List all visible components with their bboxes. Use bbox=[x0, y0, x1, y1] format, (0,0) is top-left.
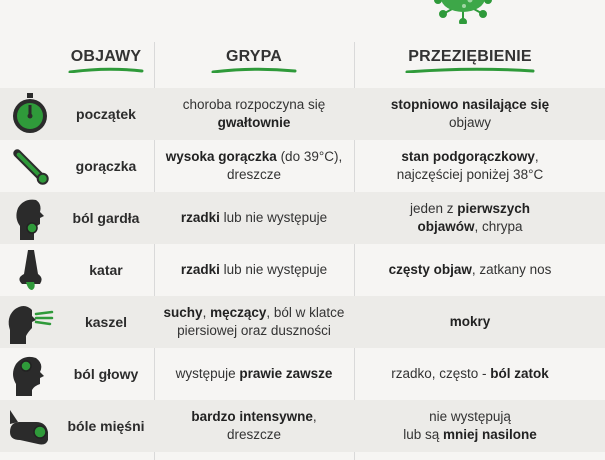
arm-icon bbox=[6, 404, 54, 448]
cell-text: (do 39°C), bbox=[276, 149, 343, 164]
cell-text: najczęściej poniżej 38°C bbox=[396, 167, 544, 182]
cell-text: , zatkany nos bbox=[471, 262, 552, 277]
symptom-label: ból gardła bbox=[72, 210, 140, 226]
cell-text: ból zatok bbox=[490, 366, 549, 381]
stopwatch-icon bbox=[6, 92, 54, 136]
symptom-label: kaszel bbox=[84, 314, 128, 330]
header-flu: GRYPA bbox=[154, 48, 354, 73]
table-row bbox=[0, 296, 605, 348]
cell-text: rzadki bbox=[180, 262, 220, 277]
cell-text: , bbox=[202, 305, 211, 320]
cold-cell bbox=[354, 140, 586, 192]
flu-cell bbox=[154, 140, 354, 192]
table-row bbox=[0, 140, 605, 192]
flu-cell bbox=[154, 88, 354, 140]
cell-text: lub nie występuje bbox=[219, 262, 328, 277]
cell-text: jeden z bbox=[409, 201, 458, 216]
cell-text: rzadki bbox=[180, 210, 220, 225]
flu-cell bbox=[154, 244, 354, 296]
swoosh-icon bbox=[68, 67, 144, 73]
cell-text: rzadko, często - bbox=[391, 366, 491, 381]
cell-text: choroba rozpoczyna się bbox=[182, 97, 326, 112]
cell-text: piersiowej oraz duszności bbox=[177, 323, 331, 338]
cell-text: mniej nasilone bbox=[443, 427, 537, 442]
cell-text: lub są bbox=[403, 427, 443, 442]
table-header bbox=[0, 48, 605, 88]
cell-text: stopniowo nasilające się bbox=[390, 97, 550, 112]
cell-text: dreszcze bbox=[226, 167, 282, 182]
cell-text: stan podgorączkowy bbox=[401, 149, 535, 164]
cell-text: nie występują bbox=[429, 409, 511, 424]
table-row bbox=[0, 192, 605, 244]
head-icon bbox=[6, 352, 54, 396]
table-row bbox=[0, 88, 605, 140]
table-row bbox=[0, 244, 605, 296]
symptom-label: gorączka bbox=[75, 158, 137, 174]
cold-cell bbox=[354, 296, 586, 348]
swoosh-icon bbox=[405, 67, 535, 73]
cell-text: objawów bbox=[417, 219, 475, 234]
swoosh-icon bbox=[211, 67, 297, 73]
cell-text: , bbox=[312, 409, 317, 424]
cell-text: suchy bbox=[163, 305, 203, 320]
flu-cell bbox=[154, 348, 354, 400]
cell-text: bardzo intensywne bbox=[191, 409, 313, 424]
flu-cell bbox=[154, 400, 354, 452]
table-row bbox=[0, 400, 605, 452]
header-symptoms: OBJAWY bbox=[58, 48, 154, 73]
cell-text: , bbox=[534, 149, 539, 164]
virus-icon bbox=[418, 0, 508, 24]
symptom-label: katar bbox=[89, 262, 123, 278]
cold-cell bbox=[354, 348, 586, 400]
cell-text: męczący bbox=[210, 305, 267, 320]
cell-text: lub nie występuje bbox=[219, 210, 328, 225]
cell-text: , ból w klatce bbox=[266, 305, 345, 320]
cold-cell bbox=[354, 88, 586, 140]
cell-text: wysoka gorączka bbox=[165, 149, 277, 164]
cell-text: dreszcze bbox=[226, 427, 281, 442]
cold-cell bbox=[354, 244, 586, 296]
throat-icon bbox=[6, 196, 54, 240]
symptom-label: bóle mięśni bbox=[67, 418, 145, 434]
header-cold: PRZEZIĘBIENIE bbox=[354, 48, 586, 73]
table-row bbox=[0, 348, 605, 400]
flu-cell bbox=[154, 192, 354, 244]
nose-icon bbox=[6, 248, 54, 292]
cell-text: prawie zawsze bbox=[239, 366, 333, 381]
thermometer-icon bbox=[6, 144, 54, 188]
cell-text: występuje bbox=[175, 366, 240, 381]
cell-text: mokry bbox=[449, 314, 491, 329]
flu-cell bbox=[154, 296, 354, 348]
cold-cell bbox=[354, 192, 586, 244]
cell-text: , chrypa bbox=[474, 219, 523, 234]
symptom-label: początek bbox=[76, 106, 136, 122]
cell-text: częsty objaw bbox=[388, 262, 472, 277]
symptom-label: ból głowy bbox=[73, 366, 139, 382]
cough-icon bbox=[6, 300, 54, 344]
cell-text: objawy bbox=[448, 115, 492, 130]
cell-text: pierwszych bbox=[457, 201, 531, 216]
cold-cell bbox=[354, 400, 586, 452]
cell-text: gwałtownie bbox=[217, 115, 291, 130]
